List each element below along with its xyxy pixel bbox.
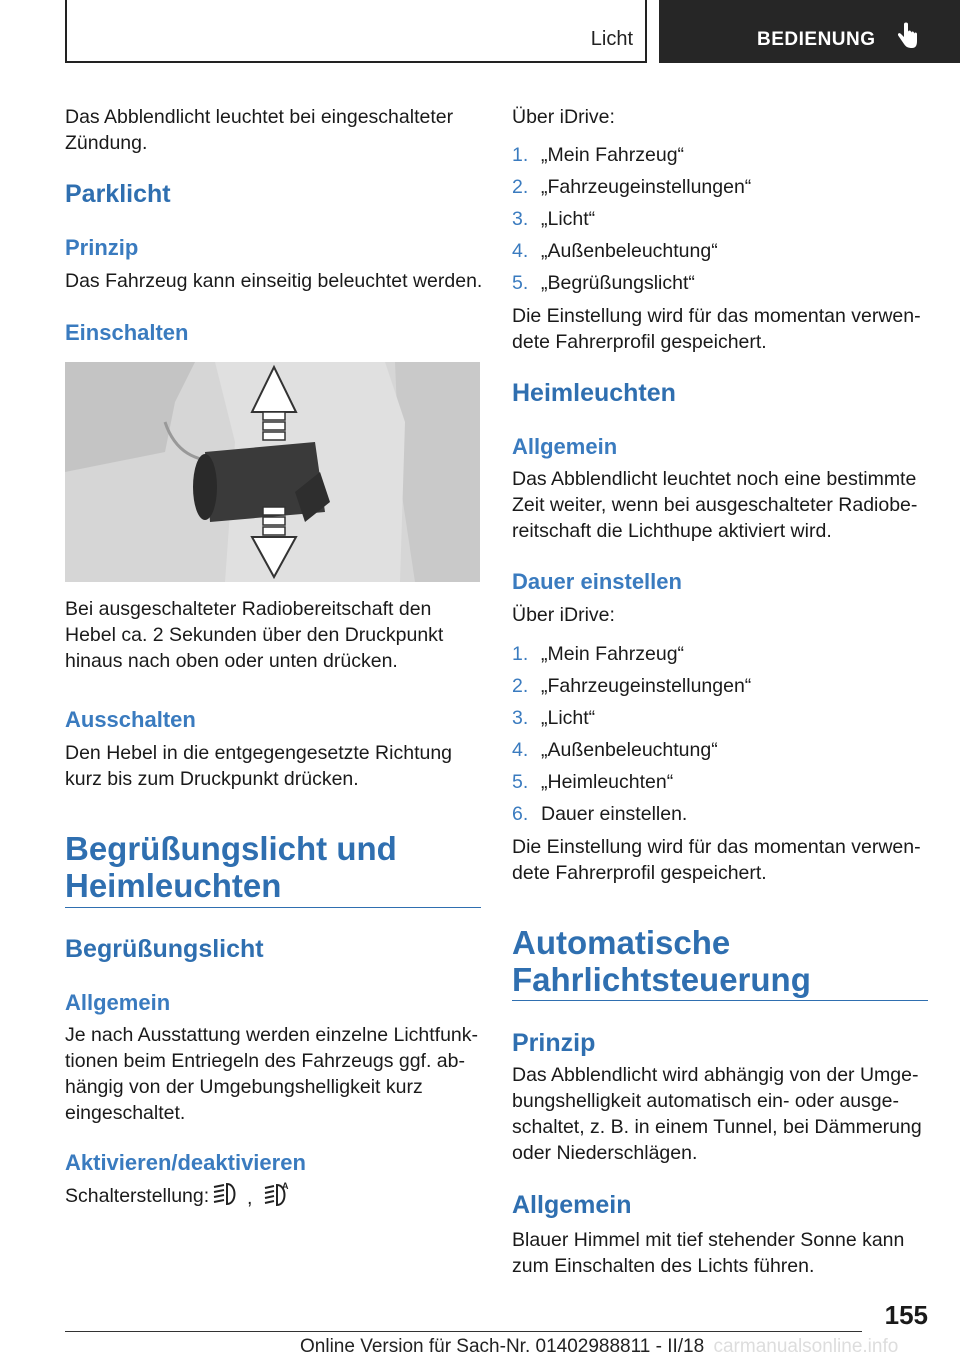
heading-parklicht: Parklicht xyxy=(65,180,171,208)
header-section-box xyxy=(65,0,647,63)
chapter-heading-begruessung-line1: Begrüßungslicht und xyxy=(65,830,397,867)
header-chapter-tab xyxy=(659,0,960,63)
chapter-title: BEDIENUNG xyxy=(757,29,876,50)
chapter-heading-auto-line1: Automatische xyxy=(512,924,731,961)
list-item-number: 6. xyxy=(512,803,529,825)
schalter-label: Schalterstellung: xyxy=(65,1185,210,1207)
section-title: Licht xyxy=(590,28,633,50)
list-item-text: Dauer einstellen. xyxy=(541,803,688,825)
list-item-number: 3. xyxy=(512,208,529,230)
list-item-number: 5. xyxy=(512,771,529,793)
lever-illustration xyxy=(65,362,480,582)
heading-begruessungslicht: Begrüßungslicht xyxy=(65,935,264,963)
heading-heimleuchten: Heimleuchten xyxy=(512,379,676,407)
footer-version-text: Online Version für Sach-Nr. 01402988811 - II/18 xyxy=(300,1336,705,1357)
heading-dauer: Dauer einstellen xyxy=(512,569,682,594)
page-number: 155 xyxy=(884,1300,928,1330)
heading-rule xyxy=(65,907,481,908)
auto-light-icon xyxy=(264,1180,292,1206)
list-item-number: 3. xyxy=(512,707,529,729)
list-item-number: 5. xyxy=(512,272,529,294)
einschalten-text: Bei ausgeschalteter Radiobereitschaft den Hebel ca. 2 Sekunden über den Druckpunkt hinaus nach oben oder unten drücken. xyxy=(65,598,444,672)
list-item-number: 2. xyxy=(512,675,529,697)
list-item-number: 1. xyxy=(512,144,529,166)
allgemein-text: Je nach Ausstattung werden einzelne Lichtfunktionen beim Entriegeln des Fahrzeugs ggf. abhängig von der Umgebungshelligkeit kurz eingeschaltet. xyxy=(65,1024,479,1124)
heading-allgemein-auto: Allgemein xyxy=(512,1191,632,1219)
hand-pointer-icon xyxy=(895,22,919,52)
heading-aktivieren: Aktivieren/deaktivieren xyxy=(65,1150,306,1175)
list-item-text: „Außenbeleuchtung“ xyxy=(541,739,718,761)
heading-prinzip: Prinzip xyxy=(65,235,139,260)
heimleuchten-text: Das Abblendlicht leuchtet noch eine bestimmte Zeit weiter, wenn bei ausgeschalteter Radiobereitschaft die Lichthupe aktiviert wird. xyxy=(512,468,918,542)
ausschalten-text: Den Hebel in die entgegengesetzte Richtung kurz bis zum Druckpunkt drücken. xyxy=(65,742,453,790)
list-item-text: „Begrüßungslicht“ xyxy=(541,272,695,294)
einstellung-text-2: Die Einstellung wird für das momentan verwendete Fahrerprofil gespeichert. xyxy=(512,836,921,884)
list-item-text: „Fahrzeugeinstellungen“ xyxy=(541,675,752,697)
list-item-text: „Heimleuchten“ xyxy=(541,771,674,793)
ueber-idrive-2: Über iDrive: xyxy=(512,604,615,626)
list-item-text: „Fahrzeugeinstellungen“ xyxy=(541,176,752,198)
heading-allgemein: Allgemein xyxy=(65,990,171,1015)
watermark-text: carmanualsonline.info xyxy=(713,1336,899,1357)
intro-text: Das Abblendlicht leuchtet bei eingeschalteter Zündung. xyxy=(65,106,454,154)
list-item-number: 4. xyxy=(512,240,529,262)
list-item-text: „Mein Fahrzeug“ xyxy=(541,643,685,665)
ueber-idrive-1: Über iDrive: xyxy=(512,106,615,128)
chapter-heading-auto-line2: Fahrlichtsteuerung xyxy=(512,961,811,998)
svg-text:A: A xyxy=(282,1181,289,1191)
chapter-heading-begruessung-line2: Heimleuchten xyxy=(65,867,282,904)
heading-allgemein-heim: Allgemein xyxy=(512,434,618,459)
list-item-text: „Licht“ xyxy=(541,707,596,729)
heading-einschalten: Einschalten xyxy=(65,320,189,345)
heading-ausschalten: Ausschalten xyxy=(65,707,196,732)
heading-prinzip-auto: Prinzip xyxy=(512,1029,596,1057)
list-item-number: 2. xyxy=(512,176,529,198)
prinzip-text: Das Fahrzeug kann einseitig beleuchtet werden. xyxy=(65,270,483,292)
prinzip-auto-text: Das Abblendlicht wird abhängig von der Umgebungshelligkeit automatisch ein- oder ausgeschaltet, z. B. in einem Tunnel, bei Dämmerung oder Niederschlägen. xyxy=(512,1064,922,1164)
heading-rule-2 xyxy=(512,1000,928,1001)
allgemein-auto-text: Blauer Himmel mit tief stehender Sonne kann zum Einschalten des Lichts führen. xyxy=(512,1229,905,1277)
list-item-number: 1. xyxy=(512,643,529,665)
list-item-text: „Außenbeleuchtung“ xyxy=(541,240,718,262)
low-beam-icon xyxy=(213,1182,239,1206)
footer-rule xyxy=(65,1331,862,1332)
icon-separator: , xyxy=(247,1187,253,1209)
list-item-number: 4. xyxy=(512,739,529,761)
list-item-text: „Licht“ xyxy=(541,208,596,230)
list-item-text: „Mein Fahrzeug“ xyxy=(541,144,685,166)
footer-version xyxy=(300,1336,898,1358)
einstellung-text-1: Die Einstellung wird für das momentan verwendete Fahrerprofil gespeichert. xyxy=(512,305,921,353)
